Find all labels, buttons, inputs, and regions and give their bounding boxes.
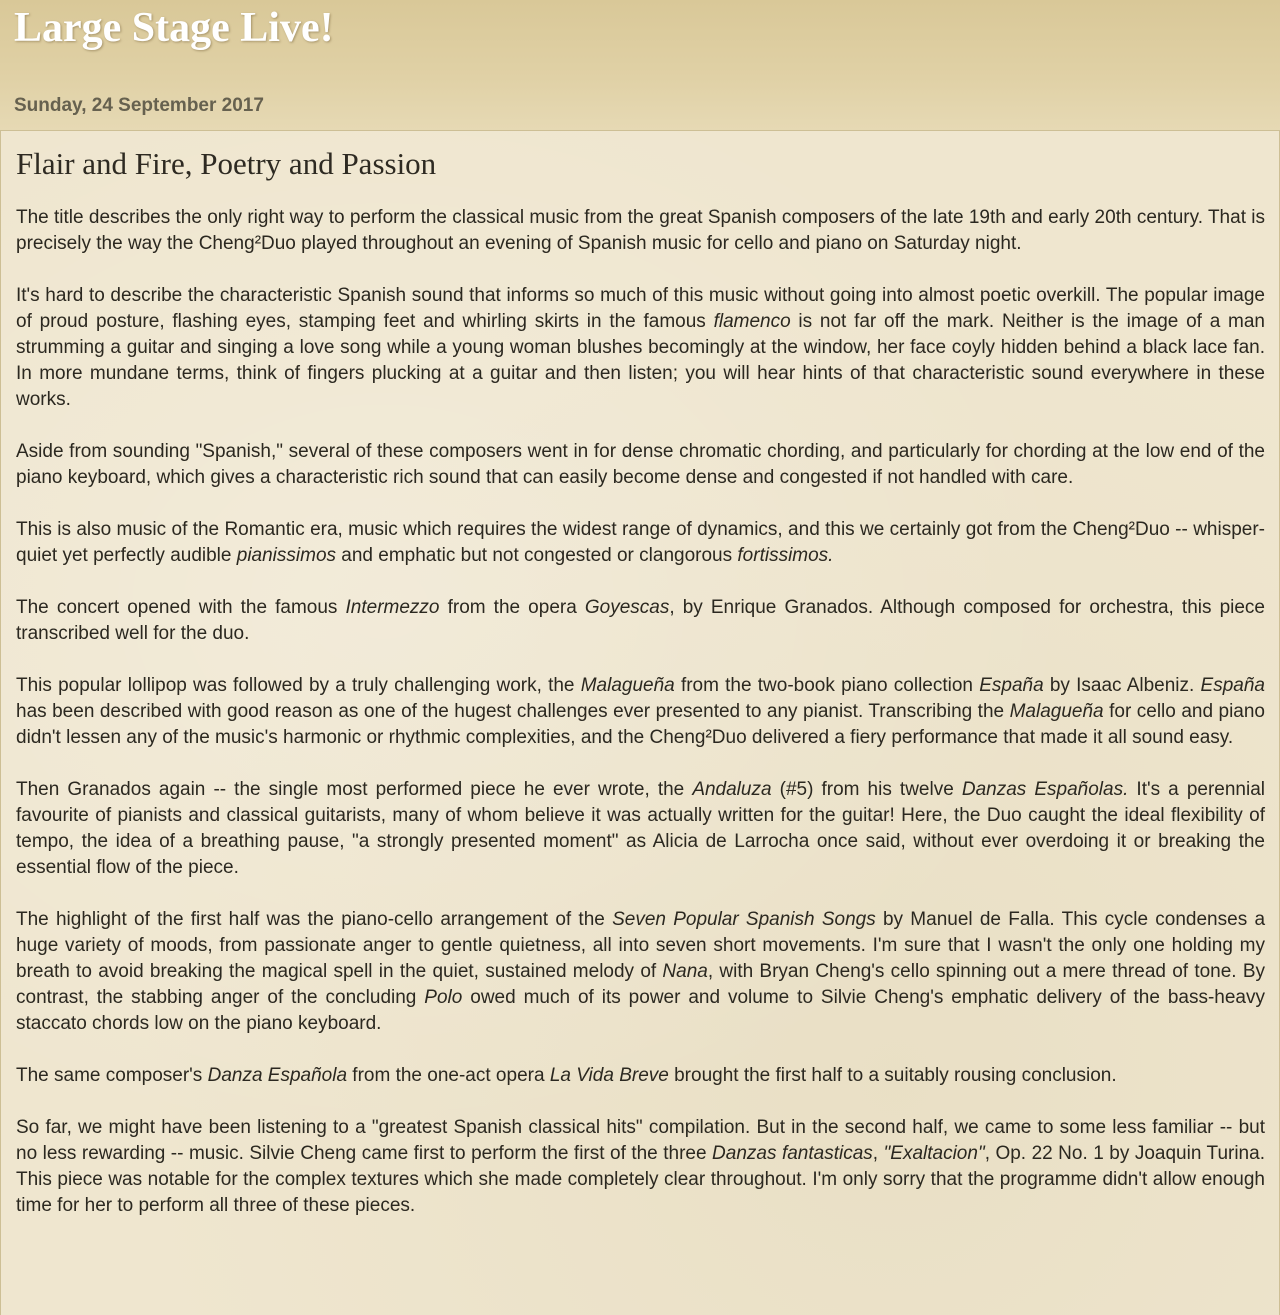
paragraph-text: , <box>872 1143 884 1164</box>
paragraph-text: has been described with good reason as one of the hugest challenges ever presented to any pianist. Transcribing the <box>16 701 1010 722</box>
italic-text: "Exaltacion" <box>883 1143 985 1164</box>
post-paragraph <box>16 1115 1265 1219</box>
paragraph-text: , by Enrique Granados. Although composed for orchestra, this piece transcribed well for the duo. <box>16 597 1265 644</box>
italic-text: Danza Española <box>207 1065 348 1086</box>
italic-text: Malagueña <box>580 675 675 696</box>
paragraph-text: Then Granados again -- the single most performed piece he ever wrote, the <box>16 779 693 800</box>
italic-text: Danzas fantasticas <box>712 1143 873 1164</box>
paragraph-text: Aside from sounding "Spanish," several of these composers went in for dense chromatic chording, and particularly for chording at the low end of the piano keyboard, which gives a characteristic rich sound that can easily become dense and congested if not handled with care. <box>16 441 1265 488</box>
paragraph-text: brought the first half to a suitably rousing conclusion. <box>668 1065 1117 1086</box>
post-paragraph <box>16 205 1265 257</box>
post-paragraph <box>16 673 1265 751</box>
italic-text: España <box>1200 675 1265 696</box>
blog-title[interactable]: Large Stage Live! <box>14 5 334 51</box>
italic-text: Goyescas <box>584 597 670 618</box>
italic-text: pianissimos <box>236 545 337 566</box>
post-date: Sunday, 24 September 2017 <box>14 95 264 116</box>
paragraph-text: owed much of its power and volume to Silvie Cheng's emphatic delivery of the bass-heavy staccato chords low on the piano keyboard. <box>16 987 1265 1034</box>
italic-text: fortissimos. <box>737 545 834 566</box>
paragraph-text: So far, we might have been listening to a "greatest Spanish classical hits" compilation. But in the second half, we came to some less familiar -- but no less rewarding -- music. Silvie Cheng came first to perform the first of the three <box>16 1117 1265 1164</box>
italic-text: La Vida Breve <box>549 1065 669 1086</box>
paragraph-text: , with Bryan Cheng's cello spinning out a mere thread of tone. By contrast, the stabbing anger of the concluding <box>16 961 1265 1008</box>
paragraph-text: The highlight of the first half was the piano-cello arrangement of the <box>16 909 613 930</box>
paragraph-text: by Manuel de Falla. This cycle condenses a huge variety of moods, from passionate anger to gentle quietness, all into seven short movements. I'm sure that I wasn't the only one holding my breath to avoid breaking the magical spell in the quiet, sustained melody of <box>16 909 1266 982</box>
post-paragraph <box>16 1063 1265 1089</box>
italic-text: España <box>979 675 1044 696</box>
paragraph-text: It's a perennial favourite of pianists and classical guitarists, many of whom believe it was actually written for the guitar! Here, the Duo caught the ideal flexibility of tempo, the idea of a breathing pause, "a strongly presented moment" as Alicia de Larrocha once said, without ever overdoing it or breaking the essential flow of the piece. <box>16 779 1265 878</box>
italic-text: flamenco <box>713 311 791 332</box>
paragraph-text: and emphatic but not congested or clangorous <box>336 545 738 566</box>
post-paragraph <box>16 907 1265 1037</box>
italic-text: Polo <box>424 987 463 1008</box>
paragraph-text: for cello and piano didn't lessen any of the music's harmonic or rhythmic complexities, and the Cheng²Duo delivered a fiery performance that made it all sound easy. <box>16 701 1265 748</box>
post-title[interactable]: Flair and Fire, Poetry and Passion <box>16 146 437 181</box>
paragraph-text: , Op. 22 No. 1 by Joaquin Turina. This piece was notable for the complex textures which she made completely clear throughout. I'm only sorry that the programme didn't allow enough time for her to perform all three of these pieces. <box>16 1143 1265 1216</box>
post-paragraph <box>16 595 1265 647</box>
italic-text: Intermezzo <box>345 597 440 618</box>
post-paragraph <box>16 517 1265 569</box>
paragraph-text: It's hard to describe the characteristic Spanish sound that informs so much of this music without going into almost poetic overkill. The popular image of proud posture, flashing eyes, stamping feet and whirling skirts in the famous <box>16 285 1265 332</box>
paragraph-text: The title describes the only right way to perform the classical music from the great Spanish composers of the late 19th and early 20th century. That is precisely the way the Cheng²Duo played throughout an evening of Spanish music for cello and piano on Saturday night. <box>16 207 1265 254</box>
paragraph-text: (#5) from his twelve <box>771 779 962 800</box>
paragraph-text: from the two-book piano collection <box>674 675 980 696</box>
paragraph-text: from the opera <box>439 597 585 618</box>
post-container <box>0 130 1280 1315</box>
post-paragraph <box>16 283 1265 413</box>
italic-text: Seven Popular Spanish Songs <box>612 909 876 930</box>
paragraph-text: The same composer's <box>16 1065 208 1086</box>
italic-text: Nana <box>662 961 708 982</box>
italic-text: Andaluza <box>692 779 772 800</box>
italic-text: Danzas Españolas. <box>961 779 1129 800</box>
post-paragraph <box>16 439 1265 491</box>
paragraph-text: is not far off the mark. Neither is the image of a man strumming a guitar and singing a love song while a young woman blushes becomingly at the window, her face coyly hidden behind a black lace fan. In more mundane terms, think of fingers plucking at a guitar and then listen; you will hear hints of that characteristic sound everywhere in these works. <box>16 311 1265 410</box>
post-body <box>16 205 1265 1245</box>
blog-header <box>0 0 1280 130</box>
paragraph-text: by Isaac Albeniz. <box>1043 675 1201 696</box>
paragraph-text: The concert opened with the famous <box>16 597 346 618</box>
paragraph-text: This popular lollipop was followed by a truly challenging work, the <box>16 675 581 696</box>
paragraph-text: This is also music of the Romantic era, music which requires the widest range of dynamics, and this we certainly got from the Cheng²Duo -- whisper-quiet yet perfectly audible <box>16 519 1265 566</box>
post-paragraph <box>16 777 1265 881</box>
paragraph-text: from the one-act opera <box>347 1065 550 1086</box>
italic-text: Malagueña <box>1009 701 1104 722</box>
